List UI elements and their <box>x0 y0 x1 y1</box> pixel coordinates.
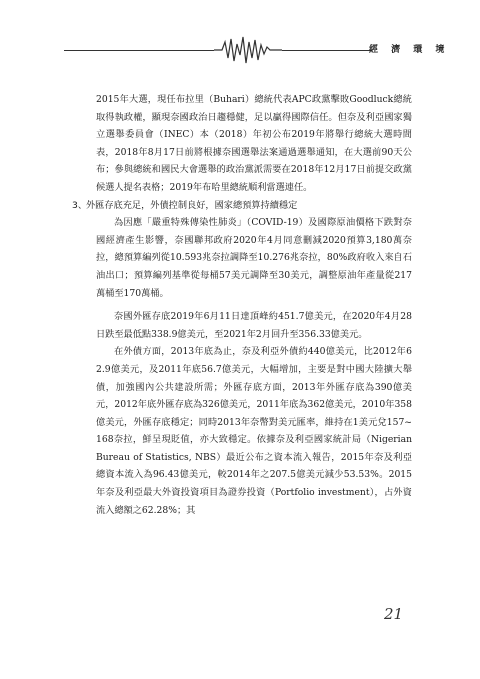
section-heading-3 <box>72 197 412 215</box>
heartbeat-wave-icon <box>214 36 282 64</box>
paragraph-external-debt: 在外債方面，2013年底為止，奈及利亞外債約440億美元，比2012年62.9億美元，及2011年底56.7億美元，大幅增加，主要是對中國大陸擴大舉債，加強國內公共建設所需；外匯存底方面，2013年外匯存底為390億美元，2012年底外匯存底為326億美元，2011年底為362億美元，2010年358億美元，外匯存底穩定；同時2013年奈幣對美元匯率，維持在1美元兌157~168奈拉，鮮呈現貶值，亦大致穩定。依據奈及利亞國家統計局（Nigerian Bureau of Statistics, NBS）最近公布之資本流入報告，2015年奈及利亞總資本流入為96.43億美元，較2014年之207.5億美元減少53.53%。2015年奈及利亞最大外資投資項目為證券投資（Portfolio investment），占外資流入總額之62.28%；其 <box>96 346 412 516</box>
page-number: 21 <box>384 605 404 623</box>
paragraph-election: 2015年大選，現任布拉里（Buhari）總統代表APC政黨擊敗Goodluck總統取得執政權，顯現奈國政治日趨穩健，足以贏得國際信任。但奈及利亞國家獨立選舉委員會（INEC）本（2018）年初公布2019年將舉行總統大選時間表，2018年8月17日前將根據奈國選舉法案通過選舉通知，在大選前90天公布；參與總統和國民大會選舉的政治黨派需要在2018年12月17日前提交政黨候選人提名表格；2019年布哈里總統順利當選連任。 <box>96 94 412 193</box>
paragraph-budget: 為因應「嚴重特殊傳染性肺炎」（COVID-19）及國際原油價格下跌對奈國經濟產生影響，奈國聯邦政府2020年4月同意刪減2020預算3,180萬奈拉，總預算編列從10.593兆奈拉調降至10.276兆奈拉，80%政府收入來自石油出口；預算編列基準從每桶57美元調降至30美元，調整原油年產量從217萬桶至170萬桶。 <box>96 217 412 299</box>
page-body <box>72 91 412 519</box>
header-section-title: 經 濟 環 境 <box>369 45 450 55</box>
header-rule-left <box>64 50 214 51</box>
paragraph-reserves: 奈國外匯存底2019年6月11日達頂峰約451.7億美元，在2020年4月28日跌至最低點338.9億美元，至2021年2月回升至356.33億美元。 <box>96 311 412 340</box>
page-header <box>64 36 450 66</box>
section-heading-number: 3、 <box>72 199 88 211</box>
header-rule-right <box>282 50 372 51</box>
section-heading-text: 外匯存底充足，外債控制良好，國家總預算持續穩定 <box>86 199 298 211</box>
